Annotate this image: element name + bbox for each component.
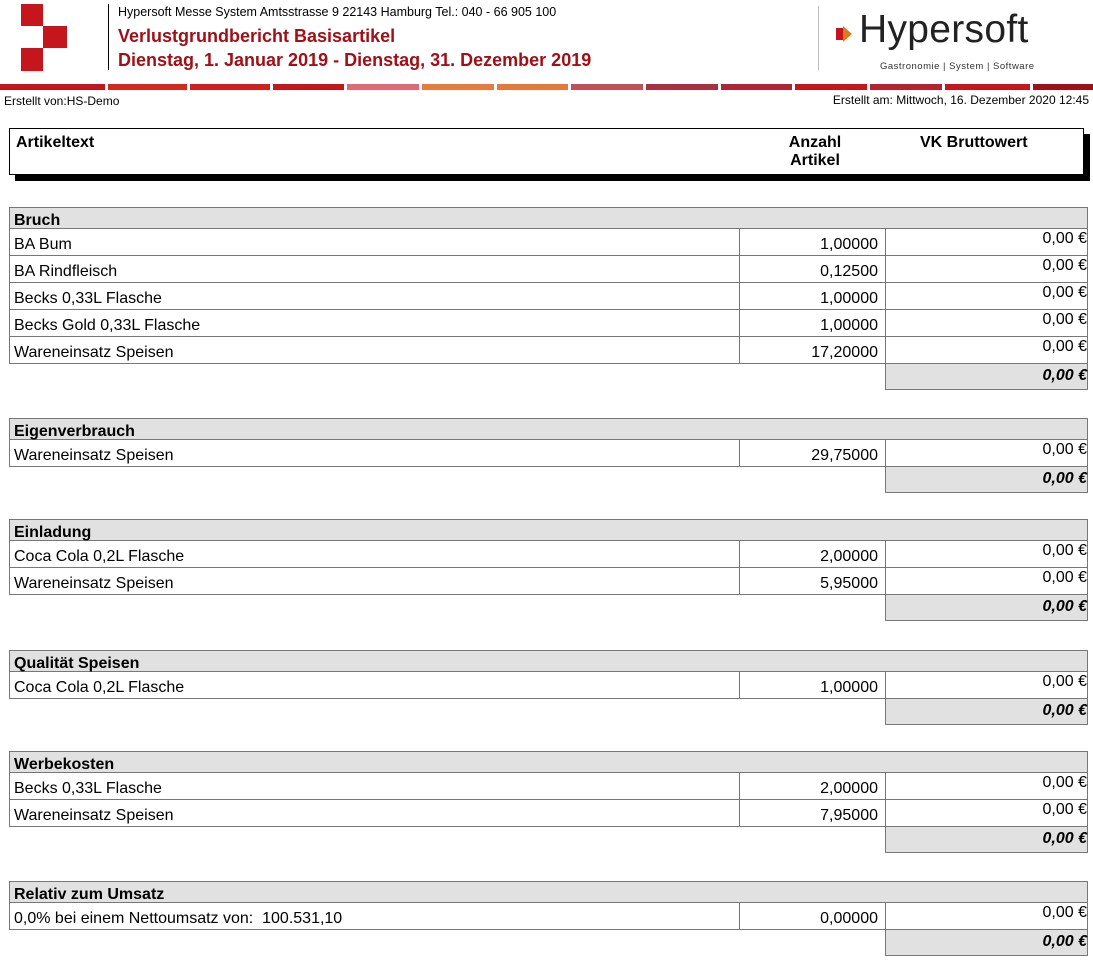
article-value: 0,00 € (886, 672, 1088, 699)
group-title: Relativ zum Umsatz (9, 881, 1088, 903)
brand-divider (818, 6, 819, 70)
article-qty: 2,00000 (740, 541, 886, 568)
group-total-row (9, 827, 1088, 853)
table-row (9, 229, 1088, 256)
brand-name: Hypersoft (859, 8, 1029, 51)
group-total: 0,00 € (885, 827, 1088, 853)
article-qty: 2,00000 (740, 773, 886, 800)
article-value: 0,00 € (886, 440, 1088, 467)
group-total: 0,00 € (885, 364, 1088, 390)
table-row (9, 541, 1088, 568)
article-qty: 0,00000 (740, 903, 886, 930)
article-value: 0,00 € (886, 903, 1088, 930)
created-at: Erstellt am: Mittwoch, 16. Dezember 2020 12:45 (832, 93, 1089, 107)
column-anzahl-artikel: Anzahl Artikel (788, 134, 842, 169)
article-text: Coca Cola 0,2L Flasche (9, 541, 740, 568)
table-row (9, 800, 1088, 827)
created-by: Erstellt von:HS-Demo (4, 94, 120, 108)
group-total: 0,00 € (885, 699, 1088, 725)
article-value: 0,00 € (886, 800, 1088, 827)
column-vk-bruttowert: VK Bruttowert (920, 134, 1028, 151)
article-value: 0,00 € (886, 310, 1088, 337)
article-qty: 5,95000 (740, 568, 886, 595)
company-address: Hypersoft Messe System Amtsstrasse 9 22143 Hamburg Tel.: 040 - 66 905 100 (118, 5, 557, 19)
group-relativ-zum-umsatz (9, 881, 1088, 956)
group-total: 0,00 € (885, 595, 1088, 621)
article-value: 0,00 € (886, 541, 1088, 568)
group-title: Qualität Speisen (9, 650, 1088, 672)
article-qty: 1,00000 (740, 283, 886, 310)
column-artikeltext: Artikeltext (16, 134, 95, 151)
article-qty: 1,00000 (740, 229, 886, 256)
article-value: 0,00 € (886, 337, 1088, 364)
group-total-row (9, 595, 1088, 621)
table-row (9, 337, 1088, 364)
article-text: Becks 0,33L Flasche (9, 283, 740, 310)
article-text: Becks 0,33L Flasche (9, 773, 740, 800)
group-total-row (9, 930, 1088, 956)
table-row (9, 672, 1088, 699)
group-title: Einladung (9, 519, 1088, 541)
article-text: 0,0% bei einem Nettoumsatz von: 100.531,10 (9, 903, 740, 930)
article-qty: 29,75000 (740, 440, 886, 467)
header-divider (108, 4, 109, 70)
article-text: BA Bum (9, 229, 740, 256)
group-qualitaet-speisen (9, 650, 1088, 725)
table-row (9, 310, 1088, 337)
column-header (9, 128, 1084, 175)
group-title: Bruch (9, 207, 1088, 229)
table-row (9, 903, 1088, 930)
group-eigenverbrauch (9, 418, 1088, 493)
table-row (9, 773, 1088, 800)
article-value: 0,00 € (886, 256, 1088, 283)
brand-tagline: Gastronomie | System | Software (880, 61, 1035, 72)
article-qty: 1,00000 (740, 310, 886, 337)
article-text: Wareneinsatz Speisen (9, 568, 740, 595)
group-bruch (9, 207, 1088, 390)
group-total-row (9, 364, 1088, 390)
report-period: Dienstag, 1. Januar 2019 - Dienstag, 31. Dezember 2019 (118, 50, 592, 70)
report-title: Verlustgrundbericht Basisartikel (118, 26, 396, 46)
table-row (9, 568, 1088, 595)
article-qty: 17,20000 (740, 337, 886, 364)
group-title: Eigenverbrauch (9, 418, 1088, 440)
article-text: Wareneinsatz Speisen (9, 337, 740, 364)
table-row (9, 440, 1088, 467)
article-text: Coca Cola 0,2L Flasche (9, 672, 740, 699)
article-qty: 0,12500 (740, 256, 886, 283)
table-row (9, 256, 1088, 283)
table-row (9, 283, 1088, 310)
article-text: BA Rindfleisch (9, 256, 740, 283)
article-text: Wareneinsatz Speisen (9, 800, 740, 827)
group-werbekosten (9, 751, 1088, 853)
article-text: Becks Gold 0,33L Flasche (9, 310, 740, 337)
group-total-row (9, 467, 1088, 493)
article-value: 0,00 € (886, 283, 1088, 310)
article-value: 0,00 € (886, 568, 1088, 595)
group-total: 0,00 € (885, 467, 1088, 493)
hypersoft-checker-logo (21, 4, 69, 71)
article-qty: 1,00000 (740, 672, 886, 699)
group-total: 0,00 € (885, 930, 1088, 956)
article-qty: 7,95000 (740, 800, 886, 827)
group-title: Werbekosten (9, 751, 1088, 773)
group-einladung (9, 519, 1088, 621)
article-value: 0,00 € (886, 229, 1088, 256)
group-total-row (9, 699, 1088, 725)
article-value: 0,00 € (886, 773, 1088, 800)
header-color-stripe (0, 84, 1093, 90)
article-text: Wareneinsatz Speisen (9, 440, 740, 467)
brand-arrow-icon (836, 26, 852, 42)
